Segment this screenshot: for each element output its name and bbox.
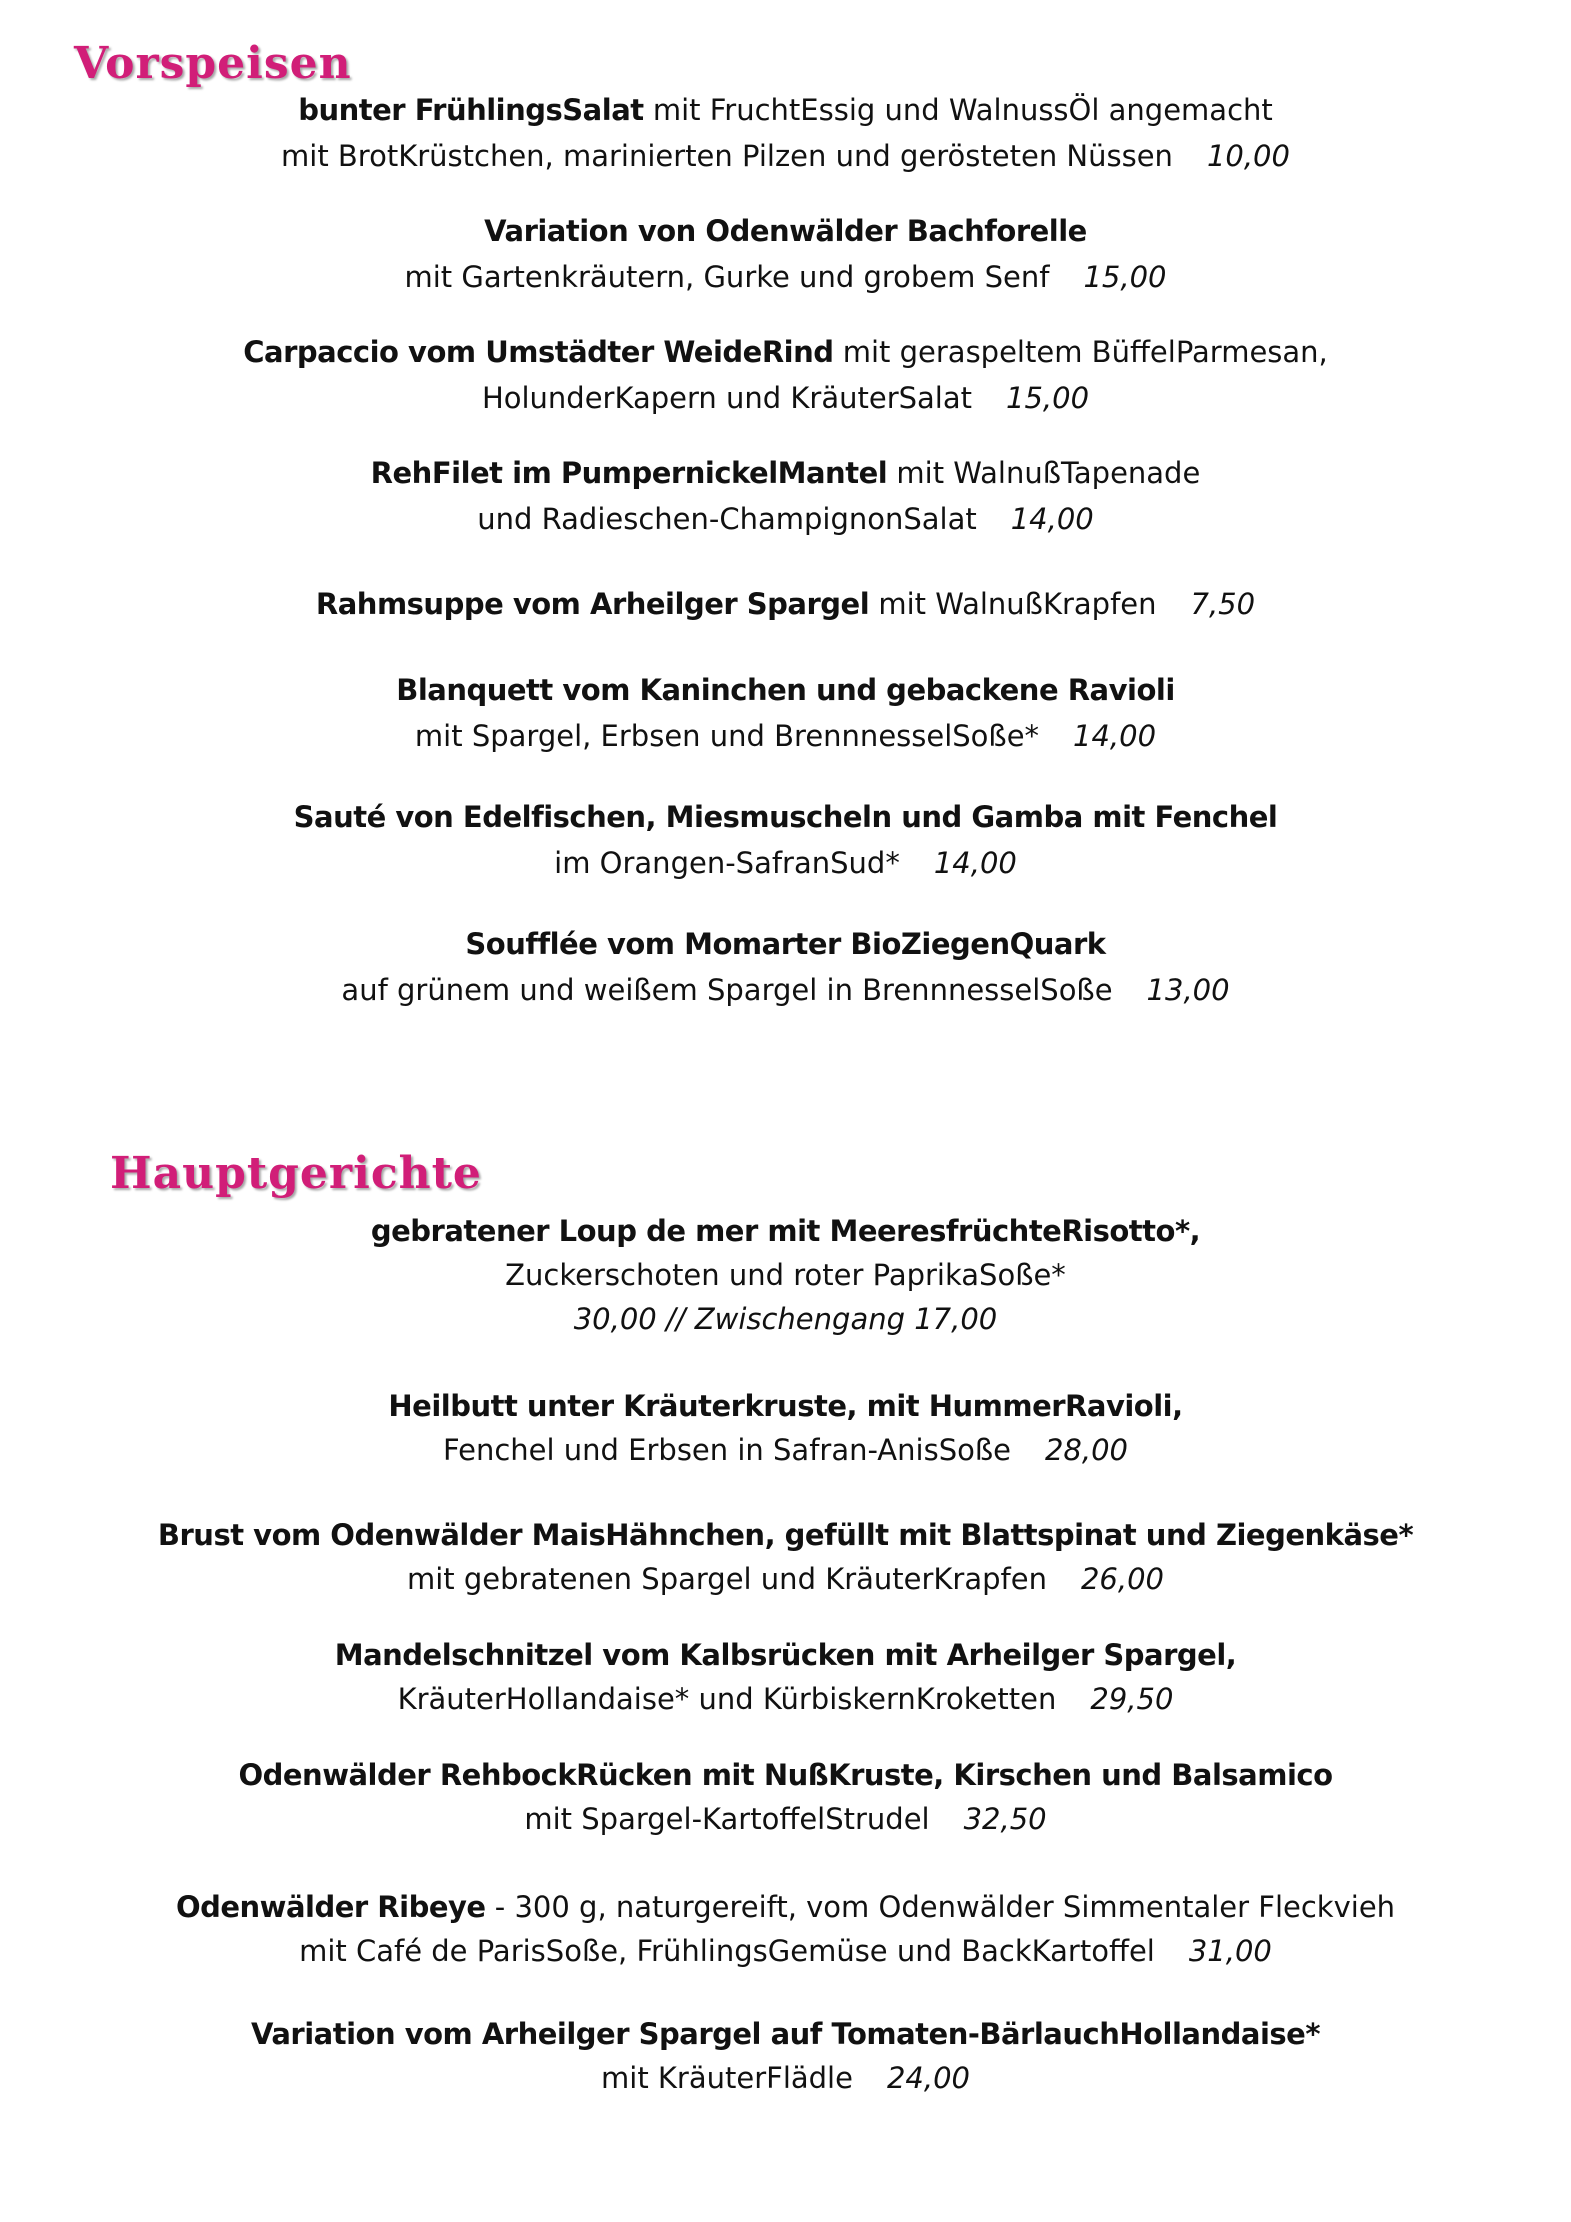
menu-item-line bbox=[0, 2014, 1571, 2054]
menu-item-line bbox=[0, 1299, 1571, 1339]
dish-description: HolunderKapern und KräuterSalat bbox=[481, 381, 973, 415]
dish-price: 30,00 // Zwischengang 17,00 bbox=[573, 1302, 998, 1336]
dish-price: 14,00 bbox=[1010, 502, 1094, 536]
menu-item-line bbox=[0, 584, 1571, 624]
dish-name: bunter FrühlingsSalat bbox=[298, 93, 644, 127]
menu-item-line bbox=[0, 1559, 1571, 1599]
dish-price: 10,00 bbox=[1206, 139, 1290, 173]
dish-price: 24,00 bbox=[886, 2061, 970, 2095]
dish-name: Sauté von Edelfischen, Miesmuscheln und Gamba mit Fenchel bbox=[293, 800, 1278, 834]
menu-item-line bbox=[0, 378, 1571, 418]
menu-item-line bbox=[0, 716, 1571, 756]
dish-description: auf grünem und weißem Spargel in BrennnesselSoße bbox=[341, 973, 1113, 1007]
dish-name: Carpaccio vom Umstädter WeideRind bbox=[243, 335, 834, 369]
menu-item-line bbox=[0, 843, 1571, 883]
dish-price: 26,00 bbox=[1080, 1562, 1164, 1596]
menu-item-line bbox=[0, 1515, 1571, 1555]
menu-item-line bbox=[0, 1679, 1571, 1719]
dish-name: Variation vom Arheilger Spargel auf Tomaten-BärlauchHollandaise* bbox=[251, 2017, 1320, 2051]
section-heading-hauptgerichte: Hauptgerichte bbox=[110, 1148, 482, 1199]
menu-item-line bbox=[0, 90, 1571, 130]
dish-description: mit Café de ParisSoße, FrühlingsGemüse und BackKartoffel bbox=[299, 1934, 1155, 1968]
menu-item-line bbox=[0, 1211, 1571, 1251]
dish-name: gebratener Loup de mer mit MeeresfrüchteRisotto*, bbox=[370, 1214, 1201, 1248]
dish-description: mit WalnußKrapfen bbox=[869, 587, 1157, 621]
dish-description: mit KräuterFlädle bbox=[601, 2061, 853, 2095]
dish-description: mit gebratenen Spargel und KräuterKrapfen bbox=[407, 1562, 1047, 1596]
menu-item-line bbox=[0, 1635, 1571, 1675]
dish-price: 32,50 bbox=[963, 1802, 1047, 1836]
menu-item-line bbox=[0, 136, 1571, 176]
dish-price: 28,00 bbox=[1044, 1433, 1128, 1467]
menu-item-line bbox=[0, 499, 1571, 539]
dish-description: mit FruchtEssig und WalnussÖl angemacht bbox=[643, 93, 1273, 127]
menu-item-line bbox=[0, 1887, 1571, 1927]
dish-name: Odenwälder RehbockRücken mit NußKruste, Kirschen und Balsamico bbox=[238, 1758, 1333, 1792]
menu-item-line bbox=[0, 797, 1571, 837]
menu-item-line bbox=[0, 453, 1571, 493]
dish-price: 13,00 bbox=[1146, 973, 1230, 1007]
dish-price: 15,00 bbox=[1006, 381, 1090, 415]
dish-description: mit Spargel-KartoffelStrudel bbox=[524, 1802, 930, 1836]
dish-description: mit WalnußTapenade bbox=[887, 456, 1201, 490]
dish-description: - 300 g, naturgereift, vom Odenwälder Simmentaler Fleckvieh bbox=[485, 1890, 1396, 1924]
dish-description: mit Spargel, Erbsen und BrennnesselSoße* bbox=[414, 719, 1040, 753]
dish-price: 14,00 bbox=[1073, 719, 1157, 753]
dish-description: KräuterHollandaise* und KürbiskernKroketten bbox=[397, 1682, 1057, 1716]
dish-price: 15,00 bbox=[1083, 260, 1167, 294]
dish-name: Odenwälder Ribeye bbox=[175, 1890, 486, 1924]
menu-item-line bbox=[0, 1430, 1571, 1470]
dish-description: und Radieschen-ChampignonSalat bbox=[477, 502, 977, 536]
dish-name: Blanquett vom Kaninchen und gebackene Ravioli bbox=[396, 673, 1175, 707]
dish-price: 7,50 bbox=[1190, 587, 1256, 621]
menu-item-line bbox=[0, 1255, 1571, 1295]
dish-description: mit geraspeltem BüffelParmesan, bbox=[833, 335, 1328, 369]
dish-name: Rahmsuppe vom Arheilger Spargel bbox=[315, 587, 870, 621]
menu-item-line bbox=[0, 670, 1571, 710]
menu-item-line bbox=[0, 924, 1571, 964]
menu-item-line bbox=[0, 1755, 1571, 1795]
menu-item-line bbox=[0, 257, 1571, 297]
dish-name: Soufflée vom Momarter BioZiegenQuark bbox=[465, 927, 1106, 961]
menu-item-line bbox=[0, 211, 1571, 251]
section-heading-vorspeisen: Vorspeisen bbox=[74, 38, 352, 89]
dish-price: 31,00 bbox=[1188, 1934, 1272, 1968]
dish-name: Variation von Odenwälder Bachforelle bbox=[484, 214, 1087, 248]
menu-item-line bbox=[0, 970, 1571, 1010]
menu-item-line bbox=[0, 1799, 1571, 1839]
menu-item-line bbox=[0, 1386, 1571, 1426]
menu-item-line bbox=[0, 2058, 1571, 2098]
dish-name: Brust vom Odenwälder MaisHähnchen, gefüllt mit Blattspinat und Ziegenkäse* bbox=[157, 1518, 1414, 1552]
dish-name: Mandelschnitzel vom Kalbsrücken mit Arheilger Spargel, bbox=[334, 1638, 1237, 1672]
dish-description: Zuckerschoten und roter PaprikaSoße* bbox=[505, 1258, 1066, 1292]
dish-description: mit BrotKrüstchen, marinierten Pilzen und gerösteten Nüssen bbox=[281, 139, 1173, 173]
dish-description: mit Gartenkräutern, Gurke und grobem Senf bbox=[404, 260, 1050, 294]
dish-name: RehFilet im PumpernickelMantel bbox=[370, 456, 888, 490]
dish-description: im Orangen-SafranSud* bbox=[554, 846, 900, 880]
dish-price: 29,50 bbox=[1090, 1682, 1174, 1716]
menu-item-line bbox=[0, 332, 1571, 372]
dish-price: 14,00 bbox=[933, 846, 1017, 880]
menu-item-line bbox=[0, 1931, 1571, 1971]
dish-description: Fenchel und Erbsen in Safran-AnisSoße bbox=[443, 1433, 1011, 1467]
dish-name: Heilbutt unter Kräuterkruste, mit HummerRavioli, bbox=[388, 1389, 1183, 1423]
